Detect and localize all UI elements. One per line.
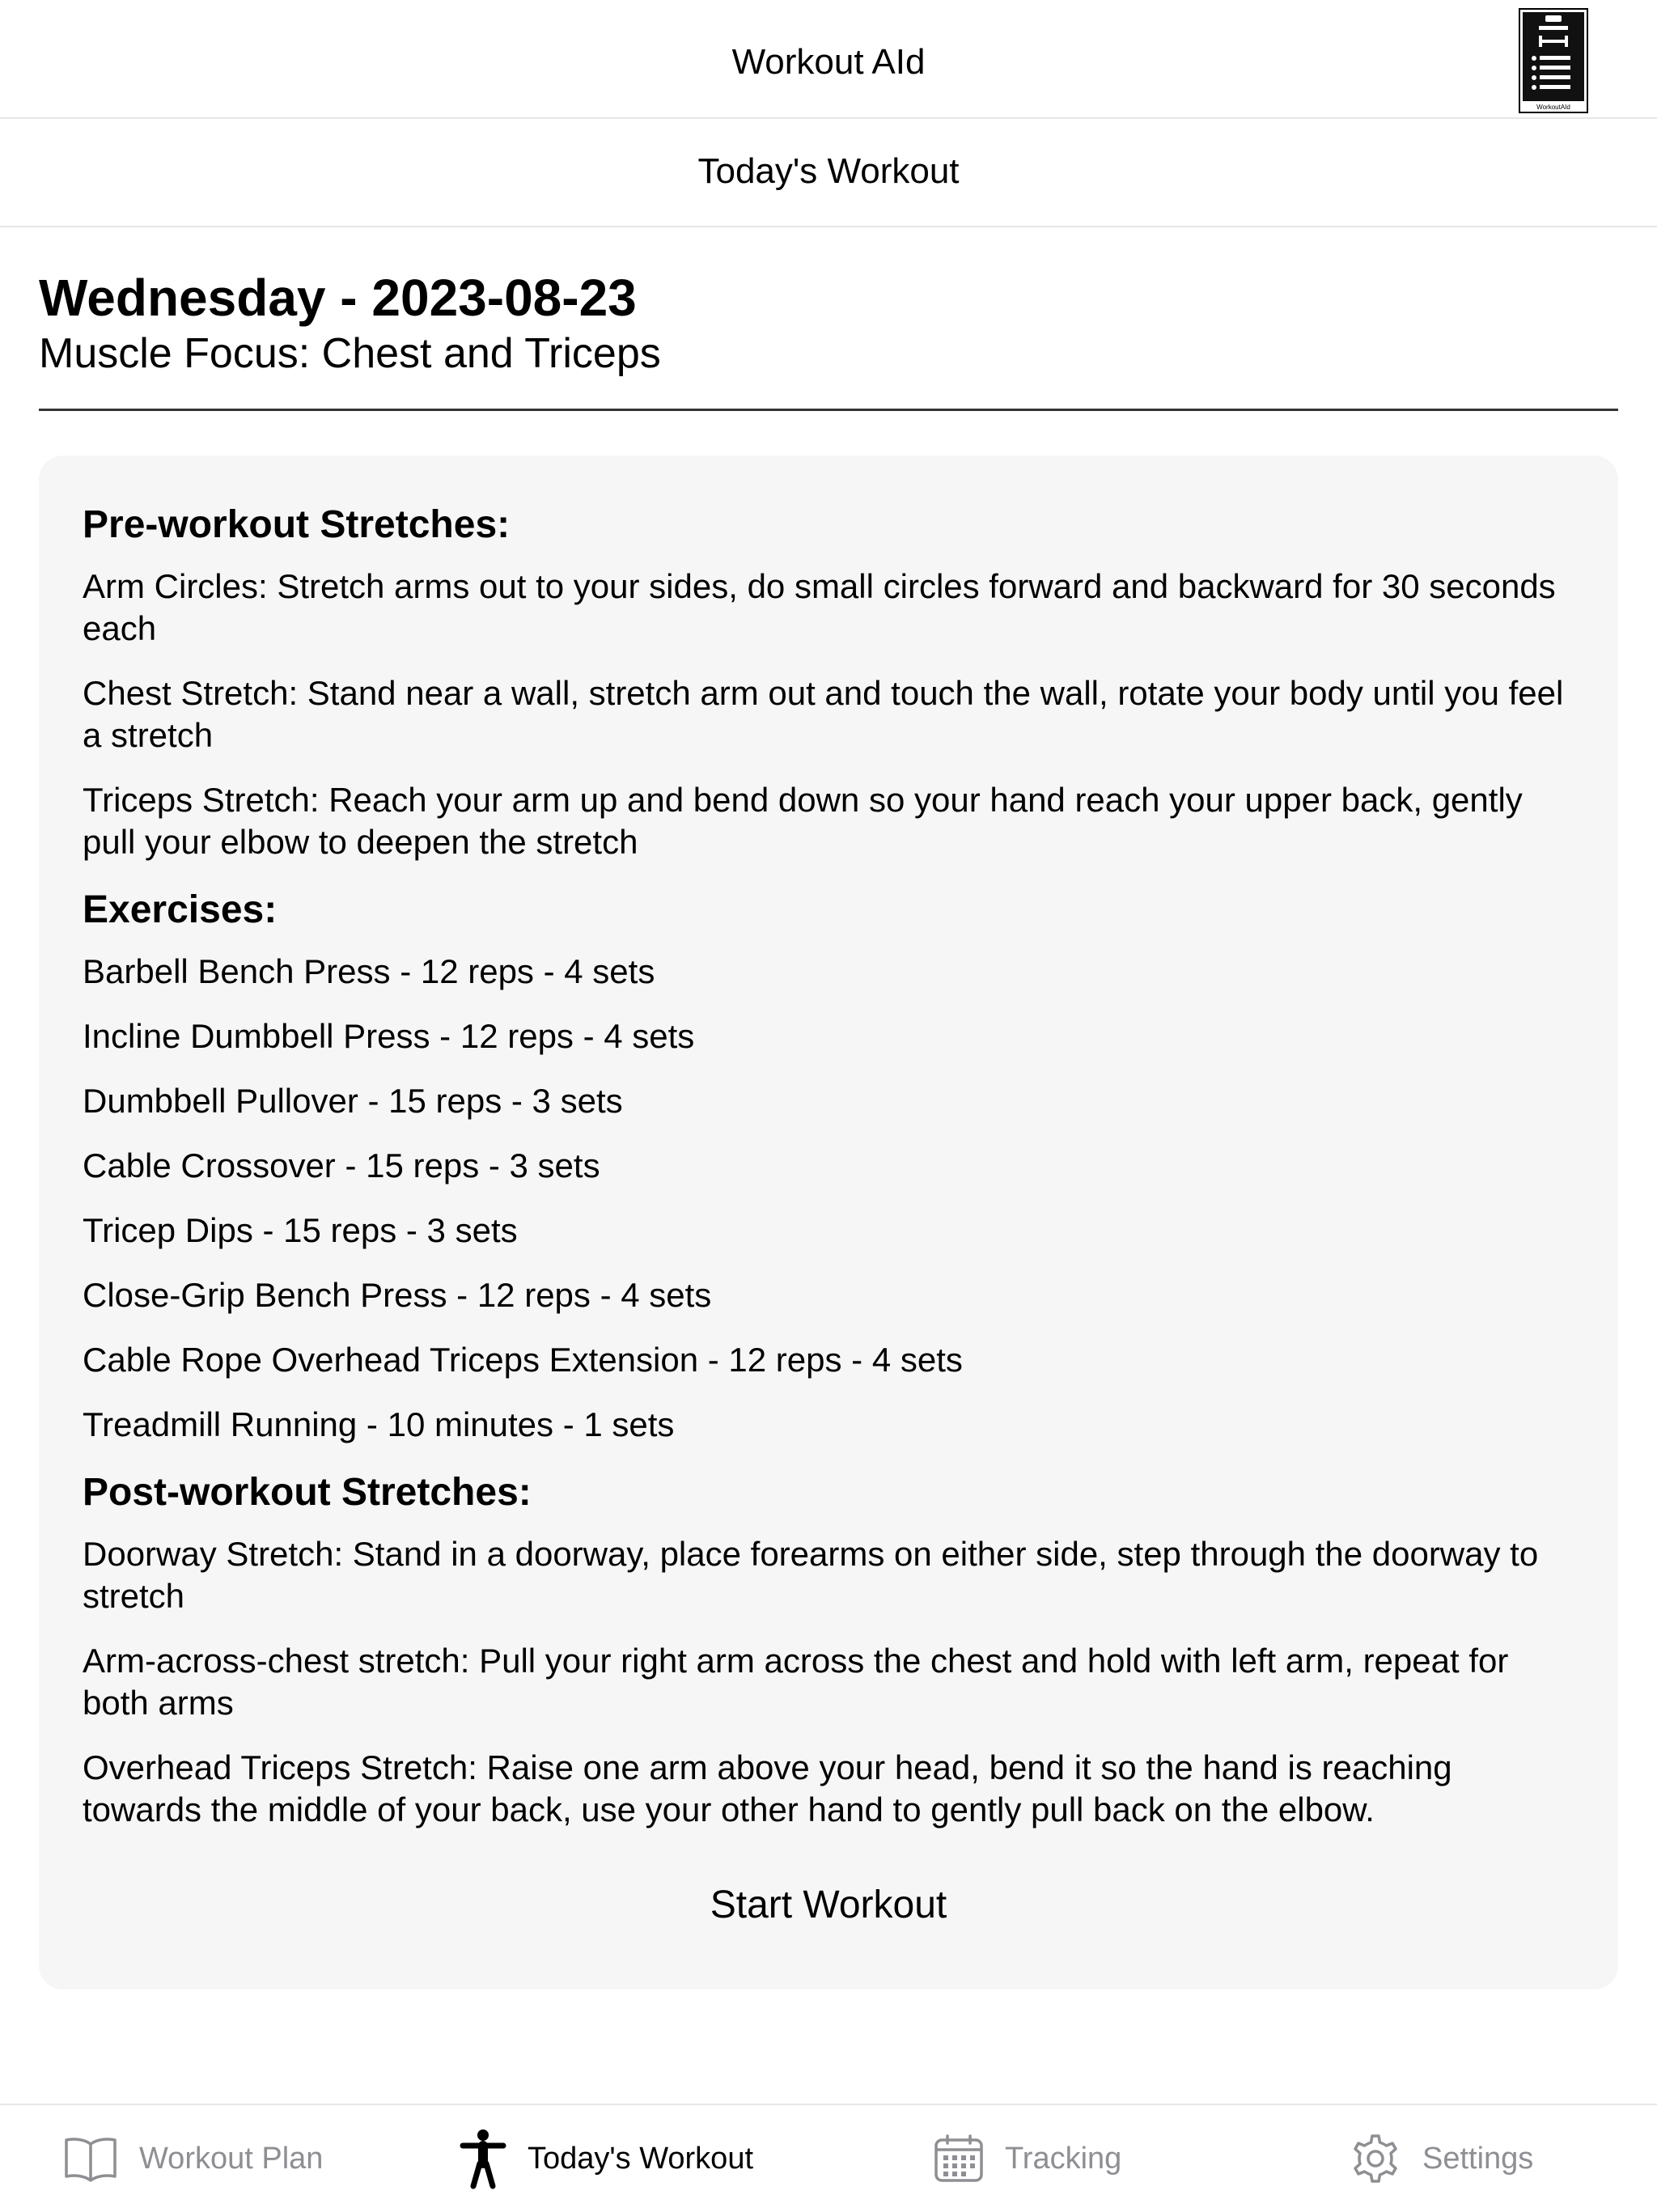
start-workout-button[interactable]: Start Workout	[710, 1884, 947, 1926]
exercise-item: Cable Rope Overhead Triceps Extension - 12 reps - 4 sets	[83, 1341, 963, 1379]
app-logo-text: WorkoutAId	[1536, 104, 1570, 111]
calendar-icon	[934, 2134, 984, 2184]
post-stretch-item: Overhead Triceps Stretch: Raise one arm above your head, bend it so the hand is reaching towards the middle of your back, use your other hand to gently pull back on the elbow.	[83, 1748, 1452, 1829]
nav-bar	[0, 119, 1657, 227]
muscle-focus: Muscle Focus: Chest and Triceps	[39, 330, 661, 377]
exercise-item: Close-Grip Bench Press - 12 reps - 4 sets	[83, 1276, 712, 1314]
pre-stretch-item: Chest Stretch: Stand near a wall, stretch arm out and touch the wall, rotate your body until you feel a stretch	[83, 674, 1564, 754]
exercise-item: Barbell Bench Press - 12 reps - 4 sets	[83, 952, 655, 990]
tab-label: Workout Plan	[139, 2142, 324, 2176]
book-icon	[63, 2134, 118, 2183]
exercise-item: Treadmill Running - 10 minutes - 1 sets	[83, 1405, 675, 1443]
gear-icon	[1350, 2133, 1401, 2184]
pre-workout-heading: Pre-workout Stretches:	[83, 503, 511, 546]
exercise-item: Tricep Dips - 15 reps - 3 sets	[83, 1211, 518, 1249]
tab-label: Today's Workout	[528, 2142, 754, 2176]
workout-card	[39, 456, 1618, 1990]
tab-tracking[interactable]	[934, 2105, 1121, 2212]
figure-icon	[460, 2128, 506, 2189]
exercises-heading: Exercises:	[83, 888, 278, 931]
app-header	[0, 0, 1657, 119]
post-stretch-item: Arm-across-chest stretch: Pull your right arm across the chest and hold with left arm, repeat for both arms	[83, 1642, 1509, 1722]
day-title: Wednesday - 2023-08-23	[39, 269, 637, 327]
app-logo-icon	[1519, 8, 1588, 113]
tab-label: Tracking	[1005, 2142, 1122, 2176]
day-header	[39, 267, 1618, 379]
exercise-item: Cable Crossover - 15 reps - 3 sets	[83, 1146, 600, 1184]
divider	[39, 409, 1618, 411]
post-workout-heading: Post-workout Stretches:	[83, 1471, 532, 1514]
tab-todays-workout[interactable]	[460, 2105, 753, 2212]
nav-title: Today's Workout	[697, 151, 960, 191]
post-stretch-item: Doorway Stretch: Stand in a doorway, place forearms on either side, step through the doorway to stretch	[83, 1535, 1539, 1615]
tab-bar	[0, 2104, 1657, 2212]
pre-stretch-item: Triceps Stretch: Reach your arm up and bend down so your hand reach your upper back, gently pull your elbow to deepen the stretch	[83, 781, 1523, 861]
tab-workout-plan[interactable]	[63, 2105, 323, 2212]
tab-label: Settings	[1422, 2142, 1534, 2176]
pre-stretch-item: Arm Circles: Stretch arms out to your sides, do small circles forward and backward for 30 seconds each	[83, 567, 1556, 647]
exercise-item: Incline Dumbbell Press - 12 reps - 4 sets	[83, 1017, 695, 1055]
tab-settings[interactable]	[1350, 2105, 1533, 2212]
app-title: Workout AId	[731, 42, 926, 82]
exercise-item: Dumbbell Pullover - 15 reps - 3 sets	[83, 1082, 623, 1120]
